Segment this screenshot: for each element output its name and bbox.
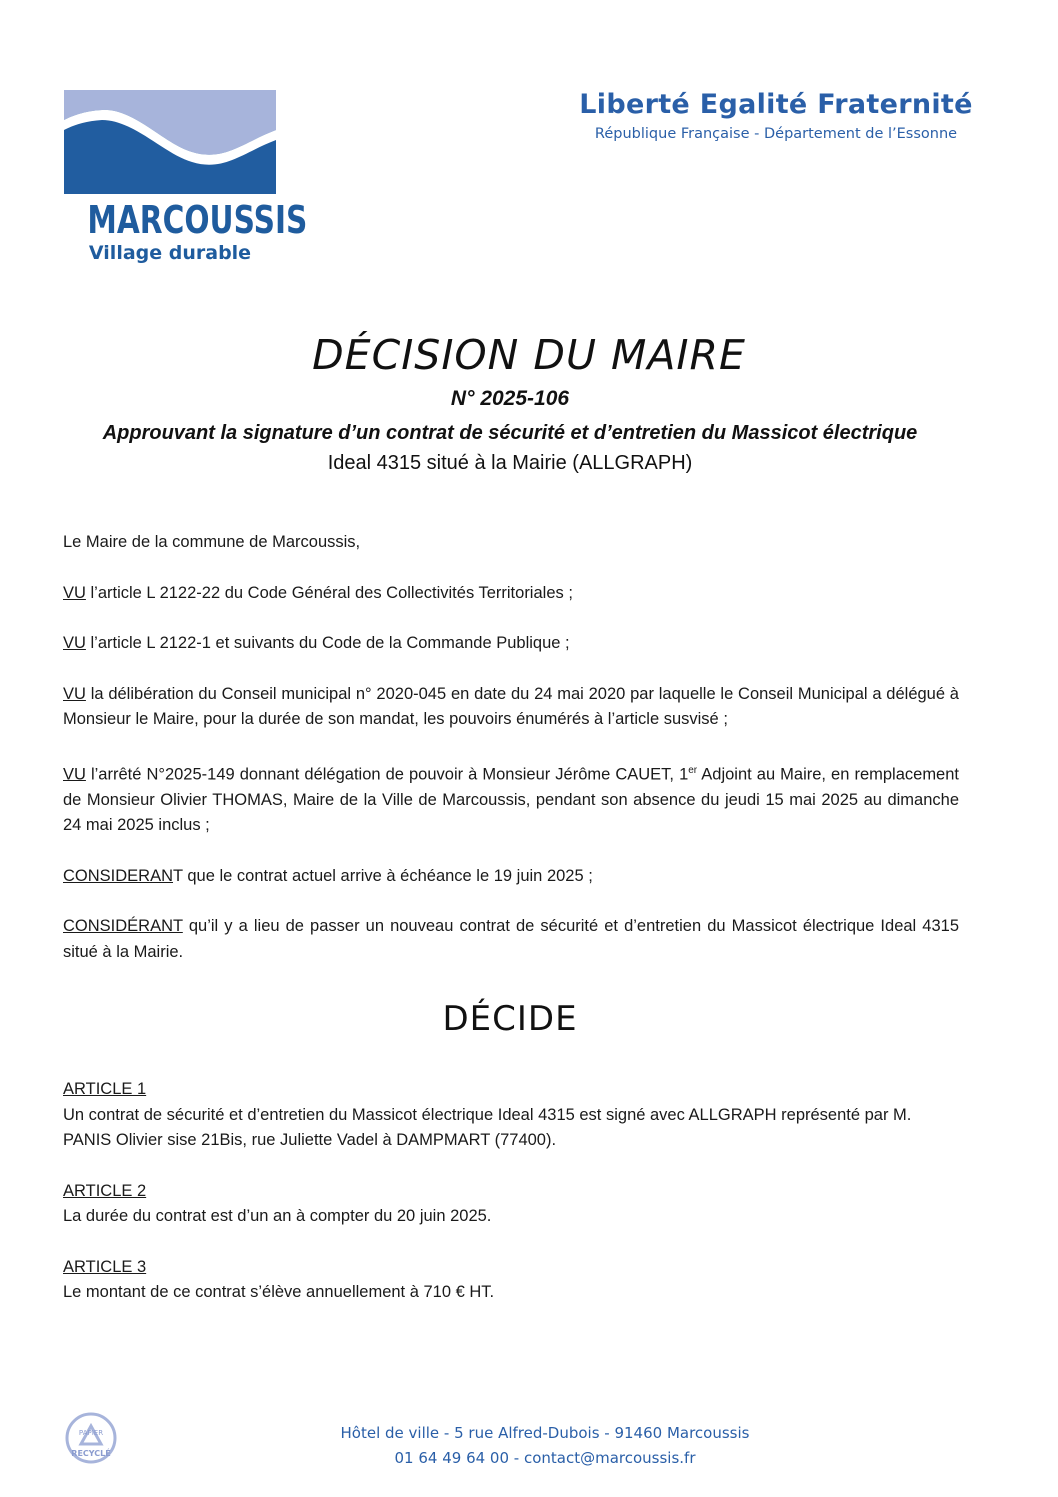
vu-text: l’article L 2122-22 du Code Général des Collectivités Territoriales ; [85,583,573,602]
footer [280,1421,810,1471]
article-heading: ARTICLE 3 [63,1257,147,1276]
vu-text: l’arrêté N°2025-149 donnant délégation de pouvoir à Monsieur Jérôme CAUET, 1 [85,765,689,783]
preamble [63,530,959,990]
articles [63,1077,963,1331]
article-heading: ARTICLE 1 [63,1080,147,1098]
article-heading: ARTICLE 2 [63,1181,147,1200]
article-1 [63,1077,963,1154]
stamp-line-1: PAPIER [78,1429,104,1437]
article-text: Un contrat de sécurité et d’entretien du Massicot électrique Ideal 4315 est signé avec ALLGRAPH représenté par M. PANIS Olivier sise 21Bis, rue Juliette Vadel à DAMPMART (77400). [63,1105,912,1149]
preamble-intro: Le Maire de la commune de Marcoussis, [63,533,361,551]
considerant-text: T que le contrat actuel arrive à échéance le 19 juin 2025 ; [173,866,593,885]
vu-text: Adjoint au Maire, en remplacement de Monsieur Olivier THOMAS, Maire de la Ville de Marcoussis, pendant son absence du jeudi 15 mai 2025 au dimanche 24 mai 2025 inclus ; [63,765,959,834]
vu-paragraph-4 [63,758,959,839]
document-title: DÉCISION DU MAIRE [312,331,746,379]
considerant-paragraph-2 [63,914,959,965]
vu-keyword: VU [63,765,86,783]
marcoussis-logo [64,90,308,270]
decision-subject [40,418,980,478]
considerant-text: qu’il y a lieu de passer un nouveau contrat de sécurité et d’entretien du Massicot électrique Ideal 4315 situé à la Mairie. [63,917,959,961]
footer-address: Hôtel de ville - 5 rue Alfred-Dubois - 91460 Marcoussis [340,1424,750,1442]
decide-heading: DÉCIDE [442,999,578,1039]
department-line: République Française - Département de l’Essonne [594,126,958,142]
vu-text: l’article L 2122-1 et suivants du Code de la Commande Publique ; [85,634,570,652]
article-text: La durée du contrat est d’un an à compter du 20 juin 2025. [63,1207,492,1225]
vu-keyword: VU [63,583,86,602]
recycled-paper-icon [64,1411,118,1465]
subject-line-2: Ideal 4315 situé à la Mairie (ALLGRAPH) [327,452,693,474]
considerant-keyword: CONSIDERAN [63,866,174,885]
logo-wave-icon [64,90,276,194]
vu-keyword: VU [63,684,86,703]
article-2 [63,1179,963,1230]
vu-paragraph-2 [63,631,959,657]
ordinal-suffix: er [688,764,698,776]
article-3 [63,1255,963,1306]
republic-header [556,88,996,145]
vu-paragraph-3 [63,682,959,733]
considerant-keyword: CONSIDÉRANT [63,917,183,935]
considerant-paragraph-1 [63,864,959,890]
subject-line-1: Approuvant la signature d’un contrat de sécurité et d’entretien du Massicot électrique [102,422,918,444]
logo-name: MARCOUSSIS [87,198,308,242]
stamp-line-2: RECYCLÉ [71,1449,111,1458]
republic-motto: Liberté Egalité Fraternité [579,89,973,120]
vu-keyword: VU [63,634,86,652]
decision-number: N° 2025-106 [450,387,570,410]
article-text: Le montant de ce contrat s’élève annuellement à 710 € HT. [63,1283,495,1301]
vu-paragraph-1 [63,581,959,607]
logo-tagline: Village durable [88,242,252,264]
footer-contact: 01 64 49 64 00 - contact@marcoussis.fr [394,1449,696,1467]
vu-text: la délibération du Conseil municipal n° 2020-045 en date du 24 mai 2020 par laquelle le Conseil Municipal a délégué à Monsieur le Maire, pour la durée de son mandat, les pouvoirs énumérés à l’article susvisé ; [63,684,959,728]
